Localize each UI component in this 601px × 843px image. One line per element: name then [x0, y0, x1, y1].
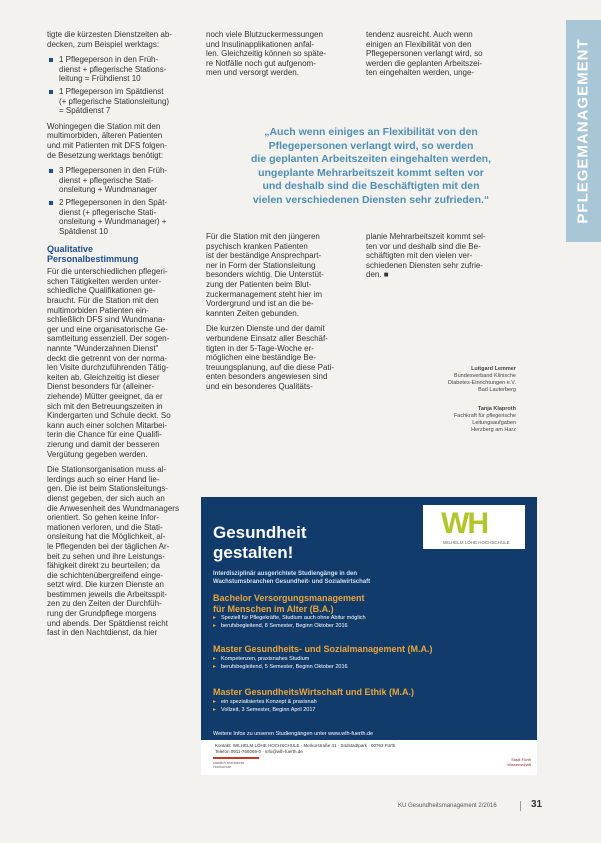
program-detail: ▸ Kompetenzen, praxisnahes Studium	[213, 655, 529, 663]
list-item: 1 Pflegeperson in den Früh- dienst + pflegerische Stations- leitung = Frühdienst 10	[47, 55, 184, 84]
program-detail: ▸ Speziell für Pflegekräfte, Studium auch ohne Abitur möglich	[213, 614, 529, 622]
left-para-2: Wohingegen die Station mit den multimorbiden, älteren Patienten und mit Patienten mit DFS folgen- de Besetzung werktags benötigt:	[47, 121, 168, 160]
author-role: Fachkraft für pflegerische Leitungsaufgaben Herzberg am Harz	[453, 413, 516, 433]
journal-footer: KU Gesundheitsmanagement 2/2016	[398, 803, 497, 809]
wlh-logo-mark: WH	[441, 507, 487, 540]
left-para-4: Die Stationsorganisation muss al- lerdings auch so einer Hand lie- gen. Die ist beim Stationsleitungs- dienst gegeben, der sich auch an die Anwesenheit des Wundmanagers orientiert. So gehen keine Infor- mationen verloren, und die Stati- onsleitung hat die Möglichkeit, al- le Pflegenden bei der täglichen Ar- beit zu sehen und ihre Leistungs- fähigkeit direkt zu beurteilen; da die schichtenübergreifend einge- setzt wird. Die kurzen Dienste an bestimmen jeweils die Arbeitsspit- zen zu den Zeiten der Durchfüh- rung der Grundpflege morgens und abends. Der Spätdienst reicht fast in den Nachtdienst, da hier	[47, 465, 179, 638]
pull-quote	[206, 126, 536, 208]
accreditation-seal: staatlich anerkannte Hochschule	[213, 757, 259, 775]
ad-title: Gesundheit gestalten!	[213, 523, 307, 562]
quote-line: ungeplante Mehrarbeitszeit kommt selten vor	[258, 166, 484, 179]
left-intro: tigte die kürzesten Dienstzeiten ab- decken, zum Beispiel werktags:	[47, 30, 172, 49]
program-detail: ▸ ein spezialisiertes Konzept & praxisnah	[213, 698, 529, 706]
right-para-1: planie Mehrarbeitszeit kommt sel- ten vor und deshalb sind die Be- schäftigten mit den vielen ver- schiedenen Diensten sehr zufrie- den. ■	[366, 232, 486, 280]
quote-line: und deshalb sind die Beschäftigten mit den	[262, 180, 480, 193]
advertisement	[201, 497, 537, 775]
list-item: 1 Pflegeperson im Spätdienst (+ pflegerische Stationsleitung) = Spätdienst 7	[47, 87, 184, 116]
ad-more-info: Weitere Infos zu unseren Studiengängen unter www.wlh-fuerth.de	[213, 731, 374, 737]
program-title: Master Gesundheits- und Sozialmanagement (M.A.)	[213, 644, 433, 654]
program-detail: ▸ berufsbegleitend, 5 Semester, Beginn Oktober 2016	[213, 663, 529, 671]
author-name: Tanja Klaproth	[477, 406, 516, 412]
city-logo: Stadt Fürth Wissenschaft	[507, 757, 531, 767]
left-para-3: Für die unterschiedlichen pflegeri- schen Tätigkeiten werden unter- schiedliche Qualifikationen ge- braucht. Für die Station mit den multimorbiden Patienten ein- schließlich DFS sind Wundmana- ger und eine organisatorische Ge- samtleitung essenziell. Der sogen- nannte "Wunderzahnen Dienst" deckt die getrennt von der norma- len Visite durchzuführenden Tätig- keiten ab. Gleichzeitig ist dieser Dienst besonders für (alleiner- ziehende) Mütter geeignet, da er sich mit den Betreuungszeiten in Kindergarten und Schule deckt. So kann auch einer solchen Mitarbei- terin die Chance für eine Qualifi- zierung und damit der besseren Vergütung gegeben werden.	[47, 267, 171, 459]
ad-program	[213, 687, 529, 714]
staffing-list-2	[47, 166, 184, 236]
right-column	[366, 232, 516, 286]
mid-top-text: noch viele Blutzuckermessungen und Insulinapplikationen anfal- len. Gleichzeitig können so späte- re Notfälle noch gut aufgenom- men und versorgt werden.	[206, 30, 327, 78]
quote-line: die geplanten Arbeitszeiten eingehalten werden,	[251, 153, 491, 166]
quote-line: Pflegepersonen verlangt wird, so werden	[268, 139, 474, 152]
middle-column-top	[206, 30, 356, 84]
page-number: 31	[531, 799, 543, 810]
mid-para-2: Die kurzen Dienste und der damit verbundene Einsatz aller Beschäf- tigten in der 5-Tage-Woche er- möglichen eine beständige Be- treuungsplanung, auf die diese Pati- enten besonders angewiesen sind und ein besonderes Qualitäts-	[206, 324, 335, 391]
ad-contact: Kontakt: WILHELM LÖHE HOCHSCHULE · Merkurstraße 41 · Südstadtpark · 90763 Fürth Telefon 0911-766069-0 · info@wlh-fuerth.de	[215, 743, 396, 754]
list-item: 3 Pflegepersonen in den Früh- dienst + pflegerische Stati- onsleitung + Wundmanager	[47, 166, 184, 195]
left-column	[47, 30, 184, 644]
staffing-list-1	[47, 55, 184, 116]
ad-logo	[423, 505, 525, 549]
ad-program	[213, 644, 529, 671]
author-credits	[366, 366, 516, 446]
mid-para-1: Für die Station mit den jüngeren psychisch kranken Patienten ist der beständige Ansprechpart- ner in Form der Stationsleitung besonders wichtig. Die Unterstüt- zung der Patienten beim Blut- zuckermanagement steht hier im Vordergrund und ist an die be- kannten Zeiten gebunden.	[206, 232, 324, 318]
author-role: Bundesverband Klinische Diabetes-Einrichtungen e.V. Bad Lauterberg	[448, 373, 516, 393]
ad-footer	[201, 740, 537, 775]
program-title: Bachelor Versorgungsmanagement für Menschen im Alter (B.A.)	[213, 593, 365, 614]
quote-line: „Auch wenn einiges an Flexibilität von den	[264, 126, 478, 138]
footer-divider	[520, 801, 521, 811]
section-tab-label: PFLEGEMANAGEMENT	[574, 38, 592, 224]
middle-column	[206, 232, 352, 398]
program-detail: ▸ Vollzeit, 3 Semester, Beginn April 2017	[213, 706, 529, 714]
wlh-logo-subtitle: WILHELM LÖHE HOCHSCHULE	[443, 540, 510, 545]
author-credit	[366, 366, 516, 394]
section-subheading: Qualitative Personalbestimmung	[47, 244, 139, 265]
quote-line: vielen verschiedenen Diensten sehr zufrieden.“	[252, 193, 490, 206]
right-column-top	[366, 30, 518, 84]
right-top-text: tendenz ausreicht. Auch wenn einigen an Flexibilität von den Pflegepersonen verlangt wird, so werden die geplanten Arbeitszei- ten eingehalten werden, unge-	[366, 30, 483, 78]
author-name: Luitgard Lemmer	[471, 366, 516, 372]
program-detail: ▸ berufsbegleitend, 8 Semester, Beginn Oktober 2016	[213, 622, 529, 630]
author-credit	[366, 406, 516, 434]
ad-intro: Interdisziplinär ausgerichtete Studiengänge in den Wachstumsbranchen Gesundheit- und Sozialwirtschaft	[213, 571, 371, 585]
ad-program	[213, 593, 529, 630]
program-title: Master GesundheitsWirtschaft und Ethik (M.A.)	[213, 687, 414, 697]
list-item: 2 Pflegepersonen in den Spät- dienst (+ pflegerische Stati- onsleitung + Wundmanager) + Spätdienst 10	[47, 198, 184, 236]
